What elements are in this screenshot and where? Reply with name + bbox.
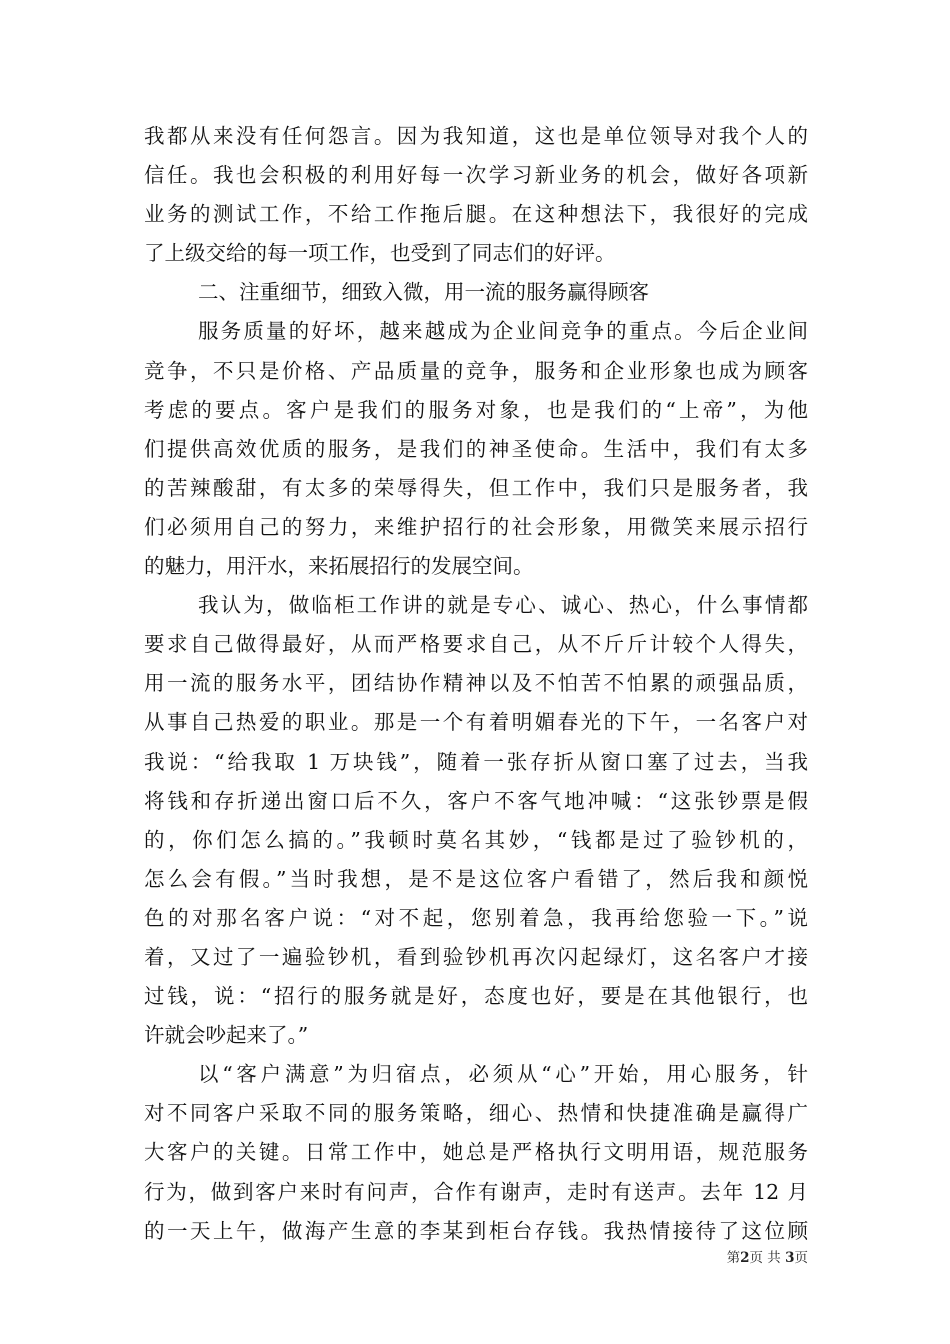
text-line: 竞争，不只是价格、产品质量的竞争，服务和企业形象也成为顾客 xyxy=(144,358,808,383)
text-line: 对不同客户采取不同的服务策略，细心、热情和快捷准确是赢得广 xyxy=(144,1101,808,1126)
footer-suffix: 页 xyxy=(794,1250,808,1266)
text-line: 将钱和存折递出窗口后不久，客户不客气地冲喊：“这张钞票是假 xyxy=(144,788,808,813)
text-line: 我认为，做临柜工作讲的就是专心、诚心、热心，什么事情都 xyxy=(198,593,808,618)
text-line: 要求自己做得最好，从而严格要求自己，从不斤斤计较个人得失， xyxy=(144,632,808,657)
text-line: 考虑的要点。客户是我们的服务对象，也是我们的“上帝”，为他 xyxy=(144,397,808,422)
text-line: 色的对那名客户说：“对不起，您别着急，我再给您验一下。”说 xyxy=(144,905,808,930)
text-line: 用一流的服务水平，团结协作精神以及不怕苦不怕累的顽强品质， xyxy=(144,671,808,696)
text-line: 的一天上午，做海产生意的李某到柜台存钱。我热情接待了这位顾 xyxy=(144,1218,808,1243)
text-line: 大客户的关键。日常工作中，她总是严格执行文明用语，规范服务 xyxy=(144,1140,808,1165)
text-line: 怎么会有假。”当时我想，是不是这位客户看错了，然后我和颜悦 xyxy=(144,866,808,891)
text-line: 我说：“给我取 1 万块钱”，随着一张存折从窗口塞了过去，当我 xyxy=(144,749,808,774)
body-text xyxy=(144,117,808,1251)
text-line: 们必须用自己的努力，来维护招行的社会形象，用微笑来展示招行 xyxy=(144,514,808,539)
text-line: 了上级交给的每一项工作，也受到了同志们的好评。 xyxy=(144,241,616,266)
text-line: 许就会吵起来了。” xyxy=(144,1023,309,1048)
text-line: 的苦辣酸甜，有太多的荣辱得失，但工作中，我们只是服务者，我 xyxy=(144,475,808,500)
section-heading: 二、注重细节，细致入微，用一流的服务赢得顾客 xyxy=(198,280,649,305)
text-line: 行为，做到客户来时有问声，合作有谢声，走时有送声。去年 12 月 xyxy=(144,1179,808,1204)
text-line: 我都从来没有任何怨言。因为我知道，这也是单位领导对我个人的 xyxy=(144,124,808,148)
page-footer xyxy=(700,1249,808,1267)
total-pages-number: 3 xyxy=(785,1250,795,1266)
text-line: 们提供高效优质的服务，是我们的神圣使命。生活中，我们有太多 xyxy=(144,436,808,461)
text-line: 从事自己热爱的职业。那是一个有着明媚春光的下午，一名客户对 xyxy=(144,710,808,735)
footer-prefix: 第 xyxy=(726,1250,741,1266)
text-line: 服务质量的好坏，越来越成为企业间竞争的重点。今后企业间 xyxy=(198,319,808,344)
text-line: 信任。我也会积极的利用好每一次学习新业务的机会，做好各项新 xyxy=(144,163,808,188)
text-line: 业务的测试工作，不给工作拖后腿。在这种想法下，我很好的完成 xyxy=(144,202,808,227)
text-line: 以“客户满意”为归宿点，必须从“心”开始，用心服务，针 xyxy=(198,1062,808,1087)
footer-middle: 页 共 xyxy=(749,1250,781,1266)
text-line: 的魅力，用汗水，来拓展招行的发展空间。 xyxy=(144,554,534,579)
current-page-number: 2 xyxy=(740,1250,750,1266)
text-line: 着，又过了一遍验钞机，看到验钞机再次闪起绿灯，这名客户才接 xyxy=(144,944,808,969)
text-line: 的，你们怎么搞的。”我顿时莫名其妙，“钱都是过了验钞机的， xyxy=(144,827,808,852)
text-line: 过钱，说：“招行的服务就是好，态度也好，要是在其他银行，也 xyxy=(144,984,808,1009)
